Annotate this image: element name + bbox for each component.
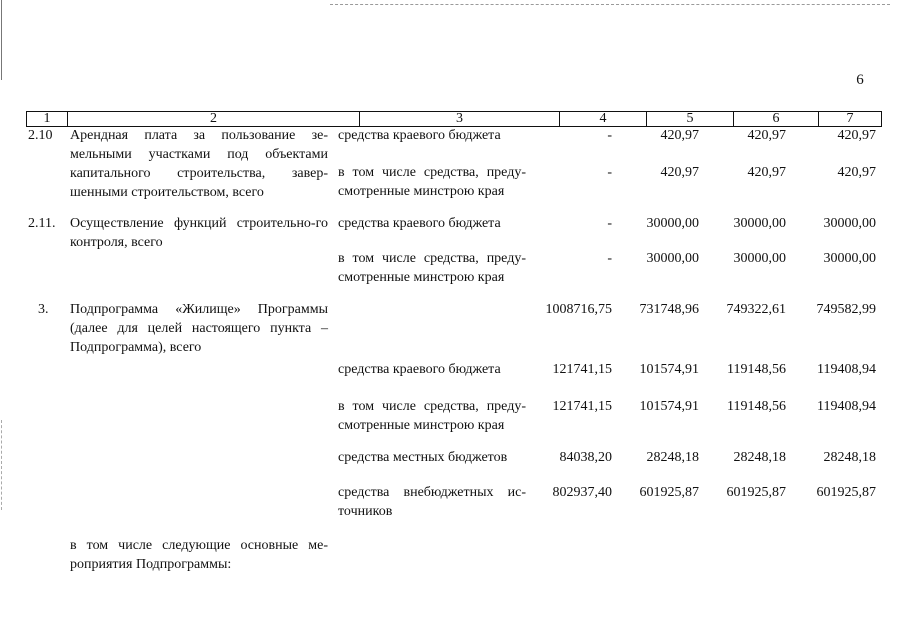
value-col6: 30000,00 <box>733 251 786 266</box>
value-col7: 30000,00 <box>823 251 876 266</box>
total-col6: 749322,61 <box>726 302 786 317</box>
funding-source: средства краевого бюджета <box>338 362 501 377</box>
value-col6: 119148,56 <box>727 362 786 377</box>
funding-source: средства краевого бюджета <box>338 216 501 231</box>
value-col5: 420,97 <box>660 128 699 143</box>
value-col4: 121741,15 <box>552 399 612 414</box>
total-col4: 1008716,75 <box>545 302 612 317</box>
column-header-2: 2 <box>68 112 360 126</box>
value-col5: 30000,00 <box>646 216 699 231</box>
column-header-1: 1 <box>27 112 68 126</box>
total-col7: 749582,99 <box>816 302 876 317</box>
value-col4: - <box>607 165 612 180</box>
value-col6: 28248,18 <box>733 450 786 465</box>
value-col4: 121741,15 <box>552 362 612 377</box>
page-number: 6 <box>856 72 864 88</box>
value-col5: 101574,91 <box>639 399 699 414</box>
column-header-3: 3 <box>360 112 560 126</box>
value-col7: 119408,94 <box>817 399 876 414</box>
value-col5: 601925,87 <box>639 485 699 500</box>
scan-artifact-edge <box>1 0 2 80</box>
value-col7: 420,97 <box>837 165 876 180</box>
row-number: 3. <box>38 302 49 317</box>
column-header-6: 6 <box>734 112 819 126</box>
value-col5: 30000,00 <box>646 251 699 266</box>
value-col7: 601925,87 <box>816 485 876 500</box>
funding-source: средства краевого бюджета <box>338 128 501 143</box>
scan-artifact-edge-lower <box>1 420 2 510</box>
column-header-7: 7 <box>846 111 854 126</box>
value-col4: 84038,20 <box>559 450 612 465</box>
value-col4: - <box>607 216 612 231</box>
value-col6: 420,97 <box>747 128 786 143</box>
total-col5: 731748,96 <box>639 302 699 317</box>
value-col4: 802937,40 <box>552 485 612 500</box>
value-col5: 420,97 <box>660 165 699 180</box>
column-header-5: 5 <box>647 112 734 126</box>
value-col4: - <box>607 251 612 266</box>
row-number: 2.10 <box>28 128 53 143</box>
funding-source: в том числе средства, преду-смотренные минстрою края <box>338 165 526 199</box>
footer-note: в том числе следующие основные ме-роприятия Подпрограммы: <box>70 538 328 572</box>
row-name: Подпрограмма «Жилище» Программы (далее для целей настоящего пункта – Подпрограмма), всего <box>70 302 328 355</box>
value-col7: 28248,18 <box>823 450 876 465</box>
row-name: Арендная плата за пользование зе-мельными участками под объектами капитального строительства, завер-шенными строительством, всего <box>70 128 328 200</box>
funding-source: в том числе средства, преду-смотренные минстрою края <box>338 251 526 285</box>
value-col4: - <box>607 128 612 143</box>
funding-source: средства внебюджетных ис-точников <box>338 485 526 519</box>
scan-artifact-top <box>330 4 890 5</box>
value-col6: 601925,87 <box>726 485 786 500</box>
row-name: Осуществление функций строительно-го контроля, всего <box>70 216 328 250</box>
funding-source: в том числе средства, преду-смотренные минстрою края <box>338 399 526 433</box>
funding-source: средства местных бюджетов <box>338 450 508 465</box>
value-col7: 420,97 <box>837 128 876 143</box>
value-col7: 30000,00 <box>823 216 876 231</box>
value-col6: 30000,00 <box>733 216 786 231</box>
row-number: 2.11. <box>28 216 56 231</box>
value-col5: 101574,91 <box>639 362 699 377</box>
column-header-4: 4 <box>560 112 647 126</box>
value-col6: 420,97 <box>747 165 786 180</box>
value-col7: 119408,94 <box>817 362 876 377</box>
value-col6: 119148,56 <box>727 399 786 414</box>
table-header-row <box>26 111 882 127</box>
value-col5: 28248,18 <box>646 450 699 465</box>
